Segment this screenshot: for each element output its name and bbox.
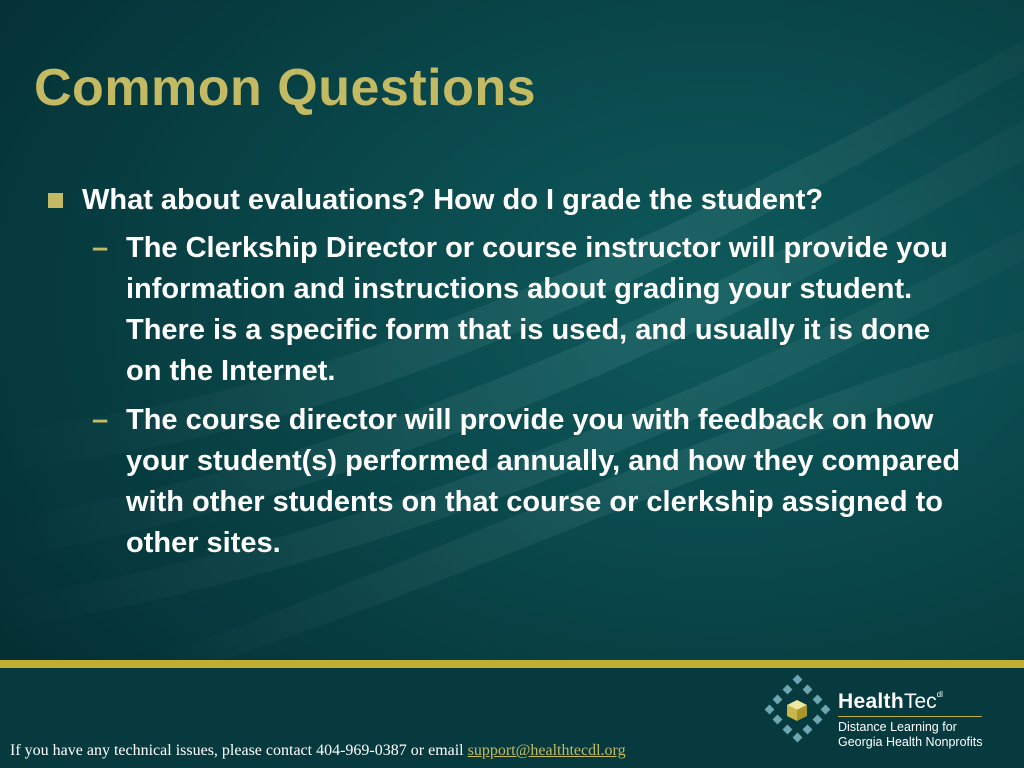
bullet-list (46, 180, 986, 564)
logo-tagline-2: Georgia Health Nonprofits (838, 735, 983, 749)
contact-text: If you have any technical issues, please contact 404-969-0387 or email (10, 742, 468, 759)
logo-tagline-1: Distance Learning for (838, 720, 957, 734)
subpoint-item (92, 228, 966, 392)
page-title: Common Questions (34, 59, 537, 117)
support-email-link[interactable]: support@healthtecdl.org (467, 742, 626, 759)
contact-line (10, 742, 626, 760)
footer-divider (0, 660, 1024, 668)
dash-marker: – (92, 232, 109, 264)
bullet-text: What about evaluations? How do I grade the student? (82, 184, 824, 216)
healthtec-logo (838, 690, 983, 750)
subpoint-text: The course director will provide you with feedback on how your student(s) performed annually, and how they compared with other students on that course or clerkship assigned to other sites. (126, 404, 961, 559)
logo-underline (838, 716, 982, 717)
subpoint-item (92, 400, 966, 564)
logo-health: Health (838, 690, 904, 713)
dash-marker: – (92, 404, 109, 436)
subpoint-text: The Clerkship Director or course instructor will provide you information and instructions about grading your student. There is a specific form that is used, and usually it is done on the Internet. (126, 232, 948, 387)
bullet-item (46, 180, 986, 220)
logo-dl: dl (936, 690, 943, 699)
square-bullet-icon (48, 193, 63, 208)
healthtec-cubes-icon (764, 674, 836, 746)
logo-tec: Tec (903, 690, 937, 713)
